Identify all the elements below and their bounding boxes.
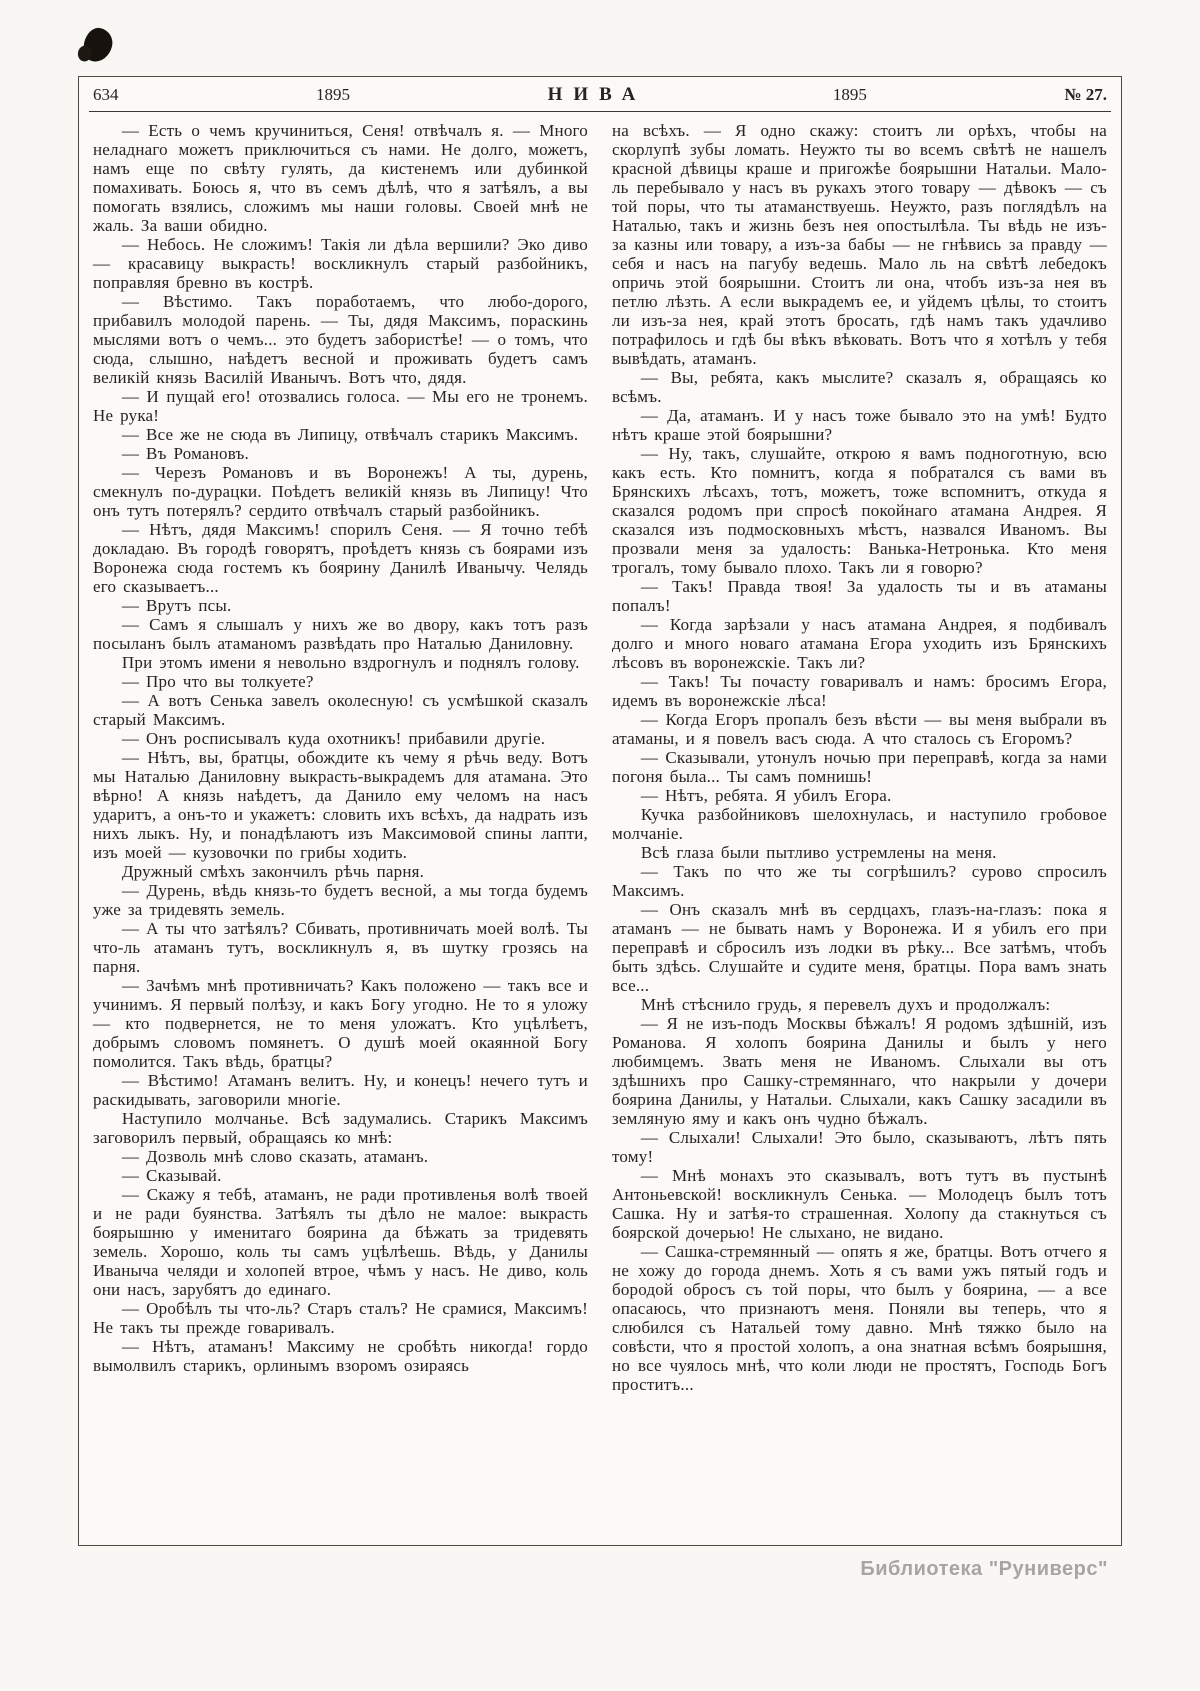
paragraph: — Нѣтъ, ребята. Я убилъ Егора. [640, 786, 892, 805]
paragraph: — Дозволь мнѣ слово сказать, атаманъ. [121, 1147, 429, 1166]
paragraph: Всѣ глаза были пытливо устремлены на меня. [640, 843, 997, 862]
paragraph: — Вы, ребята, какъ мыслите? сказалъ я, обращаясь ко всѣмъ. [612, 368, 1107, 406]
paragraph: — Врутъ псы. [121, 596, 232, 615]
paragraph: — Вѣстимо. Такъ поработаемъ, что любо-дорого, прибавилъ молодой парень. — Ты, дядя Максимъ, пораскинь мыслями вотъ о чемъ... это будетъ забористѣе! — о томъ, что сюда, слышно, наѣдетъ весной и проживать будетъ самъ великій князь Василій Иванычъ. Вотъ что, дядя. [93, 292, 588, 387]
paragraph: — Скажу я тебѣ, атаманъ, не ради противленья волѣ твоей и не ради буянства. Затѣялъ ты дѣло не малое: выкрасть боярышню у именитаго боярина да бѣжать за тридевять земель. Хорошо, коль ты самъ уцѣлѣешь. Вѣдь, у Данилы Иваныча челяди и холопей втрое, чѣмъ у насъ. Не диво, коль они насъ, зарубятъ до единаго. [93, 1185, 588, 1299]
paragraph: — Нѣтъ, вы, братцы, обождите къ чему я рѣчь веду. Вотъ мы Наталью Даниловну выкрасть-выкрадемъ для атамана. Это вѣрно! А князь наѣдетъ, да Данило ему челомъ на насъ ударитъ, а онъ-то и укажетъ: словить ихъ всѣхъ, да надрать изъ нихъ лыкъ. Ну, и понадѣлаютъ изъ Максимовой спины лапти, изъ моей — кузовочки по грибы ходить. [93, 748, 588, 862]
paragraph: — Сказывай. [121, 1166, 222, 1185]
paragraph: — Небось. Не сложимъ! Такія ли дѣла вершили? Эко диво — красавицу выкрасть! воскликнулъ старый разбойникъ, поправляя бревно въ кострѣ. [93, 235, 588, 292]
runivers-library-watermark: Библиотека "Руниверс" [860, 1558, 1108, 1580]
issue-number: № 27. [1064, 85, 1107, 104]
paragraph: — Дурень, вѣдь князь-то будетъ весной, а мы тогда будемъ уже за тридевять земель. [93, 881, 588, 919]
paragraph: — Когда Егоръ пропалъ безъ вѣсти — вы меня выбрали въ атаманы, и я повелъ васъ сюда. А что сталось съ Егоромъ? [612, 710, 1107, 748]
left-text-column [93, 121, 588, 1539]
paragraph: — Черезъ Романовъ и въ Воронежъ! А ты, дурень, смекнулъ по-дурацки. Поѣдетъ великій князь въ Липицу! Что онъ тутъ потерялъ? сердито отвѣчалъ старый разбойникъ. [93, 463, 588, 520]
paragraph: Наступило молчанье. Всѣ задумались. Старикъ Максимъ заговорилъ первый, обращаясь ко мнѣ: [93, 1109, 588, 1147]
page-header [79, 77, 1121, 109]
text-columns [79, 112, 1121, 1539]
paragraph: — Да, атаманъ. И у насъ тоже бывало это на умѣ! Будто нѣтъ краше этой боярышни? [612, 406, 1107, 444]
paragraph: — Мнѣ монахъ это сказывалъ, вотъ тутъ въ пустынѣ Антоньевской! воскликнулъ Сенька. — Молодецъ былъ тотъ Сашка. Ну и затѣя-то страшенная. Холопу да стакнуться съ боярской дочерью! Не слыхано, не видано. [612, 1166, 1107, 1242]
paragraph: При этомъ имени я невольно вздрогнулъ и поднялъ голову. [121, 653, 580, 672]
paragraph: — И пущай его! отозвались голоса. — Мы его не тронемъ. Не рука! [93, 387, 588, 425]
paragraph: — Такъ по что же ты согрѣшилъ? сурово спросилъ Максимъ. [612, 862, 1107, 900]
paragraph: — Такъ! Ты почасту говаривалъ и намъ: бросимъ Егора, идемъ въ воронежскіе лѣса! [612, 672, 1107, 710]
paragraph: — Ну, такъ, слушайте, открою я вамъ подноготную, всю какъ есть. Кто помнитъ, когда я побратался съ вами въ Брянскихъ лѣсахъ, тотъ, можетъ, тоже вспомнитъ, откуда я сказался родомъ при спросѣ покойнаго атамана Андрея. Я сказался изъ подмосковныхъ мѣстъ, назвался Иваномъ. Вы прозвали меня за удалость: Ванька-Нетронька. Кто меня трогалъ, тому бывало плохо. Такъ ли я говорю? [612, 444, 1107, 577]
paragraph: на всѣхъ. — Я одно скажу: стоитъ ли орѣхъ, чтобы на скорлупѣ зубы ломать. Неужто ты во всемъ свѣтѣ не нашелъ красной дѣвицы краше и пригожѣе боярышни Натальи. Мало-ль перебывало у насъ въ рукахъ этого товару — дѣвокъ — съ той поры, что ты атаманствуешь. Неужто, разъ поглядѣлъ на Наталью, такъ и жизнь безъ нея опостылѣла. Ты вѣдь не изъ-за казны или товару, а изъ-за бабы — не гнѣвись за правду — себя и насъ на пагубу ведешь. Мало ль на свѣтѣ лебедокъ опричь этой боярышни. Стоитъ ли она, чтобъ изъ-за нея въ петлю лѣзть. А если выкрадемъ ее, и уйдемъ цѣлы, то стоитъ ли изъ-за нея, край этотъ бросать, гдѣ намъ такъ удачливо потрафилось и гдѣ бы вѣкъ вѣковать. Вотъ что я хотѣлъ у тебя вывѣдать, атаманъ. [612, 121, 1107, 368]
paragraph: — Зачѣмъ мнѣ противничать? Какъ положено — такъ все и учинимъ. Я первый полѣзу, и какъ Богу угодно. Не то я уложу — кто подвернется, не то меня уложатъ. Кто уцѣлѣетъ, добрымъ словомъ помянетъ. О душѣ моей окаянной Богу помолится. Такъ вѣдь, братцы? [93, 976, 588, 1071]
paragraph: — Такъ! Правда твоя! За удалость ты и въ атаманы попалъ! [612, 577, 1107, 615]
paragraph: — Онъ сказалъ мнѣ въ сердцахъ, глазъ-на-глазъ: пока я атаманъ — не бывать намъ у Воронежа. И я убилъ его при переправѣ и сбросилъ изъ лодки въ рѣку... Все затѣмъ, чтобъ быть здѣсь. Слушайте и судите меня, братцы. Пора вамъ знать все... [612, 900, 1107, 995]
page-frame [78, 76, 1122, 1546]
paragraph: Кучка разбойниковъ шелохнулась, и наступило гробовое молчаніе. [612, 805, 1107, 843]
paragraph: — Нѣтъ, атаманъ! Максиму не сробѣть никогда! гордо вымолвилъ старикъ, орлинымъ взоромъ озираясь [93, 1337, 588, 1375]
paragraph: — Слыхали! Слыхали! Это было, сказываютъ, лѣтъ пять тому! [612, 1128, 1107, 1166]
page-number: 634 [93, 85, 119, 104]
paragraph: — Въ Романовъ. [121, 444, 249, 463]
header-year-right: 1895 [832, 85, 867, 104]
magazine-title: НИВА [547, 84, 647, 105]
paragraph: — Все же не сюда въ Липицу, отвѣчалъ старикъ Максимъ. [121, 425, 579, 444]
paragraph: — Оробѣлъ ты что-ль? Старъ сталъ? Не срамися, Максимъ! Не такъ ты прежде говаривалъ. [93, 1299, 588, 1337]
paragraph: — Сказывали, утонулъ ночью при переправѣ, когда за нами погоня была... Ты самъ помнишь! [612, 748, 1107, 786]
header-year-left: 1895 [316, 85, 351, 104]
ink-blot-scan-artifact [81, 25, 115, 64]
paragraph: — Сашка-стремянный — опять я же, братцы. Вотъ отчего я не хожу до города днемъ. Хоть я съ вами ужъ пятый годъ и бородой обросъ съ той поры, что былъ у боярина, — а все опасаюсь, что признаютъ меня. Поняли вы теперь, что я слюбился съ Натальей тому давно. Мнѣ тяжко было на совѣсти, что я простой холопъ, а она знатная всѣмъ боярышня, но все чуялось мнѣ, что коли люди не простятъ, Господь Богъ проститъ... [612, 1242, 1107, 1394]
paragraph: — Когда зарѣзали у насъ атамана Андрея, я подбивалъ долго и много новаго атамана Егора уходить изъ Брянскихъ лѣсовъ въ воронежскіе. Такъ ли? [612, 615, 1107, 672]
paragraph: — А ты что затѣялъ? Сбивать, противничать моей волѣ. Ты что-ль атаманъ тутъ, воскликнулъ я, въ шутку грозясь на парня. [93, 919, 588, 976]
paragraph: — Есть о чемъ кручиниться, Сеня! отвѣчалъ я. — Много неладнаго можетъ приключиться съ нами. Не долго, можетъ, намъ еще по свѣту гулять, да кистенемъ или дубинкой помахивать. Боюсь я, что въ семъ дѣлѣ, что я затѣялъ, а вы помогать взялись, сложимъ мы наши головы. Своей мнѣ не жаль. За ваши обидно. [93, 121, 588, 235]
paragraph: Мнѣ стѣснило грудь, я перевелъ духъ и продолжалъ: [640, 995, 1051, 1014]
paragraph: — Про что вы толкуете? [121, 672, 314, 691]
paragraph: — Нѣтъ, дядя Максимъ! спорилъ Сеня. — Я точно тебѣ докладаю. Въ городѣ говорятъ, проѣдетъ князь съ боярами изъ Воронежа сюда гостемъ къ боярину Данилѣ Иванычу. Челядь его сказываетъ... [93, 520, 588, 596]
paragraph: — Онъ росписывалъ куда охотникъ! прибавили другіе. [121, 729, 546, 748]
right-text-column [612, 121, 1107, 1539]
paragraph: Дружный смѣхъ закончилъ рѣчь парня. [121, 862, 425, 881]
paragraph: — Я не изъ-подъ Москвы бѣжалъ! Я родомъ здѣшній, изъ Романова. Я холопъ боярина Данилы и былъ у него любимцемъ. Звать меня не Иваномъ. Слыхали вы отъ здѣшнихъ про Сашку-стремяннаго, что накрыли у дочери боярина Данилы, у Натальи. Слыхали, какъ Сашку засадили въ земляную яму и какъ онъ чудно бѣжалъ. [612, 1014, 1107, 1128]
paragraph: — Самъ я слышалъ у нихъ же во двору, какъ тотъ разъ посыланъ былъ атаманомъ развѣдать про Наталью Даниловну. [93, 615, 588, 653]
paragraph: — Вѣстимо! Атаманъ велитъ. Ну, и конецъ! нечего тутъ и раскидывать, заговорили многіе. [93, 1071, 588, 1109]
paragraph: — А вотъ Сенька завелъ околесную! съ усмѣшкой сказалъ старый Максимъ. [93, 691, 588, 729]
